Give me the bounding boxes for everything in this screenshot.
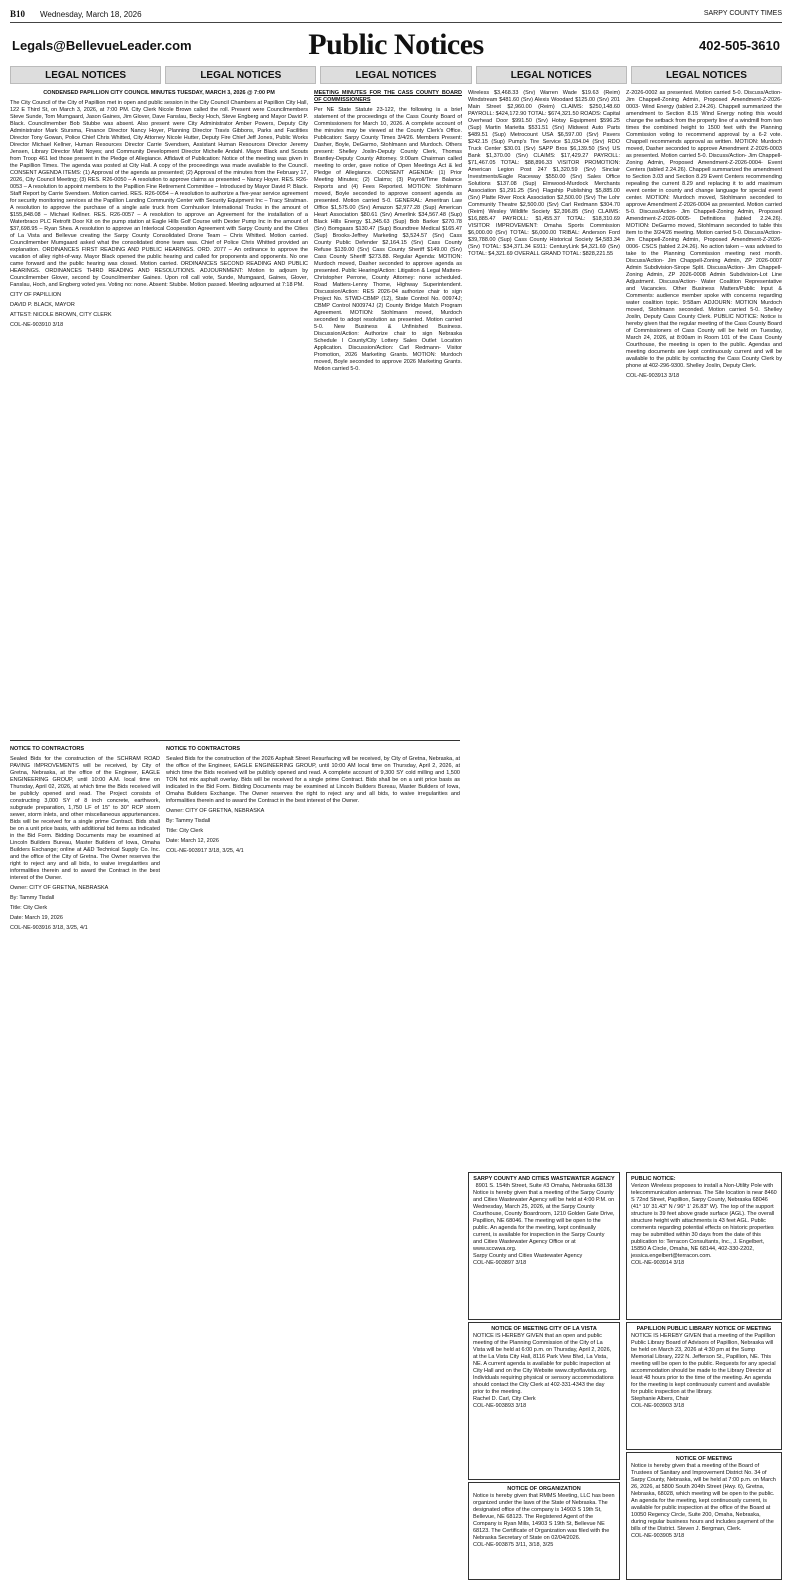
notice-address: 8901 S. 154th Street, Suite #3 Omaha, Nebraska 68138 (475, 1183, 613, 1189)
publication-name: SARPY COUNTY TIMES (703, 10, 782, 17)
legal-notices-bar: LEGAL NOTICES (320, 66, 471, 84)
title-line: Title: City Clerk (166, 828, 204, 834)
notice-heading: NOTICE OF MEETING CITY OF LA VISTA (491, 1326, 597, 1332)
title-line: Title: City Clerk (10, 905, 48, 911)
notice-code: COL-NE-903913 3/18 (626, 373, 680, 379)
verizon-public-notice (626, 1172, 782, 1320)
by-line: By: Tammy Tisdall (10, 895, 55, 901)
sid-meeting-notice (626, 1452, 782, 1580)
cass-county-minutes-notice (314, 90, 462, 738)
signature-city: CITY OF PAPILLION (10, 292, 62, 298)
notice-code: COL-NE-903893 3/18 (473, 1403, 527, 1409)
notice-code: COL-NE-903914 3/18 (631, 1260, 685, 1266)
notice-signature: Stephanie Albers, Chair (631, 1396, 689, 1402)
issue-date: Wednesday, March 18, 2026 (40, 10, 142, 19)
notice-signature: Sarpy County and Cities Wastewater Agency (473, 1253, 583, 1259)
notice-heading: PAPILLION PUBLIC LIBRARY NOTICE OF MEETING (636, 1326, 772, 1332)
legal-notices-bar: LEGAL NOTICES (165, 66, 316, 84)
notice-code: COL-NE-903897 3/18 (473, 1260, 527, 1266)
section-bars (10, 66, 782, 84)
notice-heading: PUBLIC NOTICE: (631, 1176, 676, 1182)
la-vista-meeting-notice (468, 1322, 620, 1480)
notice-code: COL-NE-903875 3/11, 3/18, 3/25 (473, 1542, 554, 1548)
notice-body: Notice is hereby given that a meeting of the Board of Trustees of Sanitary and Improvement District No. 34 of Sarpy County, Nebraska, will be held at 7:00 p.m. on March 26, 2026, at 5800 South 204th Street (Hwy. 6), Gretna, Nebraska, 68028, which meeting will be open to the public. An agenda for the meeting, kept continuously current, is available for public inspection at the office of the Board at 10050 Regency Circle, Suite 200, Omaha, Nebraska, during regular business hours and includes payment of the bills of the District. Steven J. Bergman, Clerk. (631, 1463, 776, 1532)
notice-code: COL-NE-903910 3/18 (10, 322, 64, 328)
notice-body: Wireless $3,468.33 (Srv) Warren Wade $19.63 (Reim) Windstream $481.60 (Srv) Alexis Woodard $125.00 (Srv) 201 Main Street $2,960.00 (Reim) CLAIMS: $250,148.60 PAYROLL: $424,172.90 TOTAL: $674,321.50 ROADS: Capital Overhead Door $991.50 (Srv) Hotsy Equipment $596.25 (Sup) Martin Marietta $531.51 (Srv) Midwest Auto Parts $489.51 (Sup) Metrocount USA $6,597.00 (Srv) Pavers $242.15 (Sup) Pump's Tire Service $1,034.04 (Srv) RDO Truck Center $30.01 (Srv) SAPP Bros $6,139.50 (Srv) US Bank $1,370.00 (Srv) CLAIMS: $17,429.27 PAYROLL: $71,467.05 TOTAL: $88,896.33 VISITOR PROMOTION: American Legion Post 247 $1,320.59 (Srv) Sinclair Investments/Eagle Raceway $550.00 (Srv) Sales Office Solutions $137.08 (Sup) Elmwood-Murdock Merchants Association $1,291.25 (Srv) Flagship Publishing $5,885.00 (Srv) Platte River Rock Association $2,500.00 (Srv) The Lohr Community Theatre $2,500.00 (Srv) Carl Redmann $304.70 (Reim) Wesley Wildlife Society $2,396.85 (Srv) CLAIMS: $16,885.47 PAYROLL: $1,455.37 TOTAL: $18,310.69 VISITOR IMPROVEMENT: Omaha Sports Commission $6,000.00 (Srv) TOTAL: $6,000.00 TRIBAL: Anderson Ford $39,788.00 (Sup) Cass County Historical Society $4,583.34 (Srv) TOTAL: $34,371.34 E911: CenturyLink $4,321.69 (Srv) TOTAL: $4,321.69 OVERALL GRAND TOTAL: $828,221.55 (468, 90, 620, 257)
legal-notices-bar: LEGAL NOTICES (10, 66, 161, 84)
notice-body: NOTICE IS HEREBY GIVEN that a meeting of the Papillion Public Library Board of Advisors of Papillion, Nebraska will be held on March 23, 2026 at 4:30 pm at the Sump Memorial Library, 222 N. Jefferson St., Papillion, NE. This meeting will be open to the public. Requests for any special accommodation should be made to the Library Director at least 48 hours prior to the time of the meeting. An agenda for the meeting is kept continuously current and available for public inspection at the library. (631, 1333, 776, 1395)
page-number: B10 (10, 9, 26, 19)
legal-notices-bar: LEGAL NOTICES (631, 66, 782, 84)
asphalt-resurfacing-notice (166, 746, 460, 1576)
by-line: By: Tammy Tisdall (166, 818, 211, 824)
date-line: Date: March 19, 2026 (10, 915, 63, 921)
notice-body: Sealed Bids for the construction of the SCHRAM ROAD PAVING IMPROVEMENTS will be received, by City of Gretna, Nebraska, at the office of the Engineer, EAGLE ENGINEERING GROUP, until 10:00 A.M. local time on Thursday, April 02, 2026, at which time the Bids received will be publicly opened and read. The Project consists of constructing 3,000 SY of 8 inch concrete, earthwork, subgrade preparation, 1,750 LF of 15" to 30" RCP storm sewer, storm inlets, and other miscellaneous appurtenances. Bids will be received for a single prime Contract. Bids shall be on a unit price basis, with additional bid items as indicated in the Bid Form. Bidding Documents may be examined at Lincoln Builders Bureau, Master Builders of Iowa, Omaha Builders Exchange; online at A&D Technical Supply Co. Inc. and the office of the City of Gretna. The Owner reserves the right to reject any and all bids, to waive irregularities and informalities therein and to award the Contract in the best interest of the Owner. (10, 756, 160, 881)
notice-code: COL-NE-903903 3/18 (631, 1403, 685, 1409)
notice-body: Per NE State Statute 23-122, the following is a brief statement of the proceedings of the Cass County Board of Commissioners for March 10, 2026. A complete account of the minutes may be viewed at the County Clerk's Office. Publication: Sarpy County Times 3/4/26. Members Present: Dasher, Boyle, DeGarmo, Stohlmann and Murdoch. Others present: Shelley Joslin-Deputy County Clerk, Thomas Brantley-Deputy County Attorney. 9:00am Chairman called meeting to order, gave notice of Open Meetings Act & led Pledge of Allegiance. CONSENT AGENDA: (1) Prior Meeting Minutes; (2) Claims; (3) Payroll/Time Balance Reports and (4) Fees Reported. MOTION: Stohlmann moved, Boyle seconded to approve consent agenda as presented. Motion carried 5-0. GENERAL: Ameritran Law Office $1,575.00 (Srv) Amazon $2,977.28 (Sup) American Heart Association $80.61 (Srv) Amerlink $34,567.48 (Sup) Black Hills Energy $1,345.63 (Sup) Bob Barker $270.78 (Srv) Bomgaars $130.47 (Sup) Boundtree Medical $165.47 (Sup) Brooks-Jeffrey Marketing $3,524.57 (Srv) Cass County Public Defender $2,164.15 (Srv) Cass County Refuse $139.00 (Srv) Cass County Sheriff $149.00 (Srv) Cass County Sheriff $273.88. Regular Agenda: MOTION: Murdoch moved, Dasher seconded to approve agenda as presented. Public Hearing/Action: Litigation & Legal Matters-Christopher Perrone, County Attorney: none scheduled. Road Matters-Lenny Thome, Highway Superintendent. Discussion/Action: RES 2026-04 authorize chair to sign Project No. STWD-CBMP (12), State Control No. 00974J; CBMP Control N00974J (2) County Bridge Match Program Agreement. MOTION: Stohlmann moved, Murdoch seconded to adopt resolution as presented. Motion carried 5-0. New Business & Unfinished Business. Discussion/Action: Authorize chair to sign Nebraska Schedule I County/City Lottery Sales Outlet Location Application. Discussion/Action: Carl Redmann- Visitor Promotion, 2026 Marketing Grants. MOTION: Murdoch moved, Boyle seconded to approve 2026 Marketing Grants. Motion carried 5-0. (314, 107, 462, 372)
notice-body: Sealed Bids for the construction of the 2026 Asphalt Street Resurfacing will be received, by City of Gretna, Nebraska, at the office of the Engineer, EAGLE ENGINEERING GROUP, until 10:00 AM local time on Thursday, April 2, 2026, at which time the Bids received will be publicly opened and read. A complete account of 9,300 SY cold milling and 1,500 TON hot mix asphalt overlay. Bids will be received for a single prime Contract. Bids shall be on a unit price basis as indicated in the Bid Form. Bidding Documents may be examined at Lincoln Builders Bureau, Master Builders of Iowa, Omaha Builders Exchange. The Owner reserves the right to reject any and all bids, to waive irregularities and informalities therein and to award the Contract in the best interest of the Owner. (166, 756, 460, 804)
notice-code: COL-NE-903905 3/18 (631, 1533, 685, 1539)
signature-attest: ATTEST: NICOLE BROWN, CITY CLERK (10, 312, 112, 318)
masthead (10, 24, 782, 64)
notice-code: COL-NE-903917 3/18, 3/25, 4/1 (166, 848, 244, 854)
owner-line: Owner: CITY OF GRETNA, NEBRASKA (10, 885, 109, 891)
notice-heading: NOTICE TO CONTRACTORS (166, 746, 241, 752)
notice-body: NOTICE IS HEREBY GIVEN that an open and public meeting of the Planning Commission of the City of La Vista will be held at 6:00 p.m. on Thursday, April 2, 2026, at the La Vista City Hall, 8116 Park View Blvd, La Vista, NE. A current agenda is available for public inspection at City Hall and on the City Website www.cityoflavista.org. Individuals requiring physical or sensory accommodations should contact the City Clerk at 402-331-4343 the day prior to the meeting. (473, 1333, 614, 1395)
owner-line: Owner: CITY OF GRETNA, NEBRASKA (166, 808, 265, 814)
notice-body: The City Council of the City of Papillion met in open and public session in the City Council Chambers at Papillion City Hall, 122 E Third St, on March 3, 2026, at 7:00 PM. City Clerk Nicole Brown called the roll. Present were Councilmembers Steve Sunde, Tom Mumgaard, Jason Gaines, Jim Glover, Dave Fanslau, Becky Hoch, Steve Engberg and Mayor David P. Black. Councilmember Bob Stubbe was absent. Also present were City Administrator Amber Powers, Deputy City Administrator Mark Stursma, Finance Director Nancy Hoyer, Planning Director Travis Gibbons, Parks and Facilities Director Tony Gowan, Police Chief Chris Whitted, City Attorney Nicole Hutter, Deputy Fire Chief Jeff Jones, Public Works Director Michael Kellner, Human Resources Director Carrie Svendsen, Assistant Human Resources Director Jeremy Jensen, Library Director Matt Noyes; and Community Development Director Michelle Andahl. Mayor Black and Scouts from Troop 461 led those present in the Pledge of Allegiance. Affidavit of Publication: Notice of the meeting was given in the Papillion Times. The agenda was posted at City Hall. A copy of the proceedings was made available to the Council. CONSENT AGENDA ITEMS: (1) Approval of the agenda as presented; (2) Approval of the minutes from the February 17, 2026, City Council Meeting; (3) RES. R26-0050 – A resolution to approve claims as presented – Nancy Hoyer. RES. R26-0053 – A resolution to appoint members to the Papillion Fine Retirement Committee – Introduced by Mayor David P. Black. Staff Report by Carrie Svendsen. Motion carried. RES. R26-0054 – A resolution to authorize a five-year service agreement for security monitoring services at the Papillion Landing Community Center with Security Equipment Inc – Tracy Stratman. A resolution to approve the purchase of a single axle truck from Cornhusker International Trucks in the amount of $155,848.08 – Michael Kellner. RES. R26-0057 – A resolution to approve an Agreement for the installation of a Waterbraco PLC Retrofit Door Kit on the pump station at Eagle Hills Golf Course with Dexter Pump Inc in the amount of $37,698.95 – Ryan Shea. A resolution to approve an Interlocal Cooperation Agreement with Sarpy County and the Cities of La Vista and Bellevue creating the Sarpy County Consolidated Drone Team – Chris Whitted. Motion carried. Councilmember Mumgaard asked what the consolidated drone team was. Chief of Police Chris Whitted provided an explanation. ORDINANCES FIRST READING AND PUBLIC HEARINGS. ORD. 2077 – An ordinance to approve the vacation of alley right-of-way. Mayor Black opened the public hearing and called for proponents and opponents. No one came forward and the public hearing was closed. Motion carried. ORDINANCES SECOND READING AND PUBLIC HEARINGS. ORDINANCES THIRD READING AND RESOLUTIONS. ADJOURNMENT: Motion to adjourn by Councilmember Glover, second by Councilmember Gaines. Upon roll call vote, Sunde, Mumgaard, Gaines, Glover, Fanslau, Hoch, and Engberg voted yes. Voting no: none. Absent: Stubbe. Motion passed. Meeting adjourned at 7:18 PM. (10, 100, 308, 288)
papillion-minutes-notice (10, 90, 308, 724)
section-title: Public Notices (308, 28, 484, 61)
schram-road-notice (10, 746, 160, 1576)
notice-heading: NOTICE OF MEETING (675, 1456, 733, 1462)
notice-body: Notice is hereby given that a meeting of the Sarpy County and Cities Wastewater Agency will be held at 4:00 P.M. on Wednesday, March 25, 2026, at the Sarpy County Courthouse, County Boardroom, 1210 Golden Gate Drive, Papillion, NE 68046. The meeting will be open to the public. An agenda for the meeting, kept continually current, is available for inspection in the Sarpy County and Cities Wastewater Agency Office or at www.sccwwa.org. (473, 1190, 615, 1252)
organization-notice (468, 1482, 620, 1580)
notice-heading: CONDENSED PAPILLION CITY COUNCIL MINUTES TUESDAY, MARCH 3, 2026 @ 7:00 PM (43, 90, 275, 96)
notice-heading: NOTICE OF ORGANIZATION (507, 1486, 581, 1492)
legals-email-link[interactable]: Legals@BellevueLeader.com (12, 38, 192, 53)
library-meeting-notice (626, 1322, 782, 1450)
notice-body: Notice is hereby given that RMMS Meeting, LLC has been organized under the laws of the State of Nebraska. The designated office of the company is 14903 S 19th St, Bellevue, NE 68123. The Registered Agent of the Company is Ryan Mills, 14903 S 19th St, Bellevue NE 68123. The Certificate of Organization was filed with the Nebraska Secretary of State on 02/04/2026. (473, 1493, 615, 1541)
notice-signature: Rachel D. Carl, City Clerk (473, 1396, 536, 1402)
date-line: Date: March 12, 2026 (166, 838, 219, 844)
contact-phone: 402-505-3610 (699, 38, 780, 53)
notice-heading: NOTICE TO CONTRACTORS (10, 746, 85, 752)
wastewater-agency-notice (468, 1172, 620, 1320)
notice-heading: MEETING MINUTES FOR THE CASS COUNTY BOARD OF COMMISSIONERS (314, 90, 462, 103)
signature-mayor: DAVID P. BLACK, MAYOR (10, 302, 75, 308)
section-divider (10, 740, 460, 741)
zoning-amendments-notice (626, 90, 782, 750)
notice-heading: SARPY COUNTY AND CITIES WASTEWATER AGENCY (473, 1176, 615, 1182)
page-header (10, 8, 782, 23)
legal-notices-bar: LEGAL NOTICES (476, 66, 627, 84)
notice-code: COL-NE-903916 3/18, 3/25, 4/1 (10, 925, 88, 931)
notice-body: Verizon Wireless proposes to install a Non-Utility Pole with telecommunication antennas. The Site location is near 8460 S 72nd Street, Papillion, Sarpy County, Nebraska 68046 (41° 10' 31.43" N / 96° 1' 26.83" W). The top of the support structure is 39 feet above grade surface (AGL). The overall structure height with attachments is 43 feet AGL. Public comments regarding potential effects on historic properties may be submitted within 30 days from the date of this publication to: Terracon Consultants, Inc., J. Engelbert, 15850 A Circle, Omaha, NE 68144, 402-330-2202, jessica.engelbert@terracon.com. (631, 1183, 777, 1259)
cass-county-claims-notice (468, 90, 620, 1160)
notice-body: Z-2026-0002 as presented. Motion carried 5-0. Discuss/Action- Jim Chappell-Zoning Admin, Proposed Amendment-Z-2026-0003- Wind Energy (tabled 2.24.26). Chappell summarized the amendment to Section 8.15 Wind Energy noting this would change the setback from the property line of a windmill from two times the combined height to 1500 feet with the Planning Commission voting to recommend approval by a 6-2 vote. Chappell recommends approval as written. MOTION: Murdoch moved, Dasher seconded to approve Amendment Z-2026-0003 as presented. Motion carried 5-0. Discuss/Action- Jim Chappell-Zoning Admin, Proposed Amendment-Z-2026-0004- Event Centers (tabled 2.24.26). Chappell summarized the amendment to Section 3.03 and Section 8.29 Event Centers recommending repealing the current 8.29 and replacing it to add maximum event center in county and change language for special event center. MOTION: Murdoch moved, Stohlmann seconded to approve Amendment Z-2026-0004 as presented. Motion carried 5-0. Discuss/Action- Jim Chappell-Zoning Admin, Proposed Amendment-Z-2026-0005- Definitions (tabled 2.24.26). MOTION: DeGarmo moved, Stohlmann seconded to table this item to the 3/24/26 meeting. Motion carried 5-0. Discuss/Action- Jim Chappell-Zoning Admin, Proposed Amendment-Z-2026-0006- CSCS (tabled 2.24.26). No action taken – was advised to take to the Planning Commission meeting next month. Discuss/Action- Jim Chappell-Zoning Admin, ZP 2026-0007 Admin Subdivision-Sirope Split. Discuss/Action- Jim Chappell-Zoning Admin, ZP 2026-0008 Admin Subdivision-Lot Line Adjustment. Discuss/Action- Water Coalition Representative and Vacancies. Other Business Matters/Public Input & Comments: audience member spoke with concerns regarding water coalition topic. 9:58am ADJOURN: MOTION Murdoch moved, Stohlmann seconded. Motion carried 5-0. Shelley Joslin, Deputy Cass County Clerk. PUBLIC NOTICE: Notice is hereby given that the regular meeting of the Cass County Board of Commissioners of Cass County will be held on Tuesday, March 24, 2026, at 8:00am in Room 101 of the Cass County Courthouse, the meeting is open to the public. Agendas and meeting documents are kept continuously current and will be available to the public by contacting the Cass County Clerk by phone at 402-296-9300. Shelley Joslin, Deputy Clerk. (626, 90, 782, 369)
